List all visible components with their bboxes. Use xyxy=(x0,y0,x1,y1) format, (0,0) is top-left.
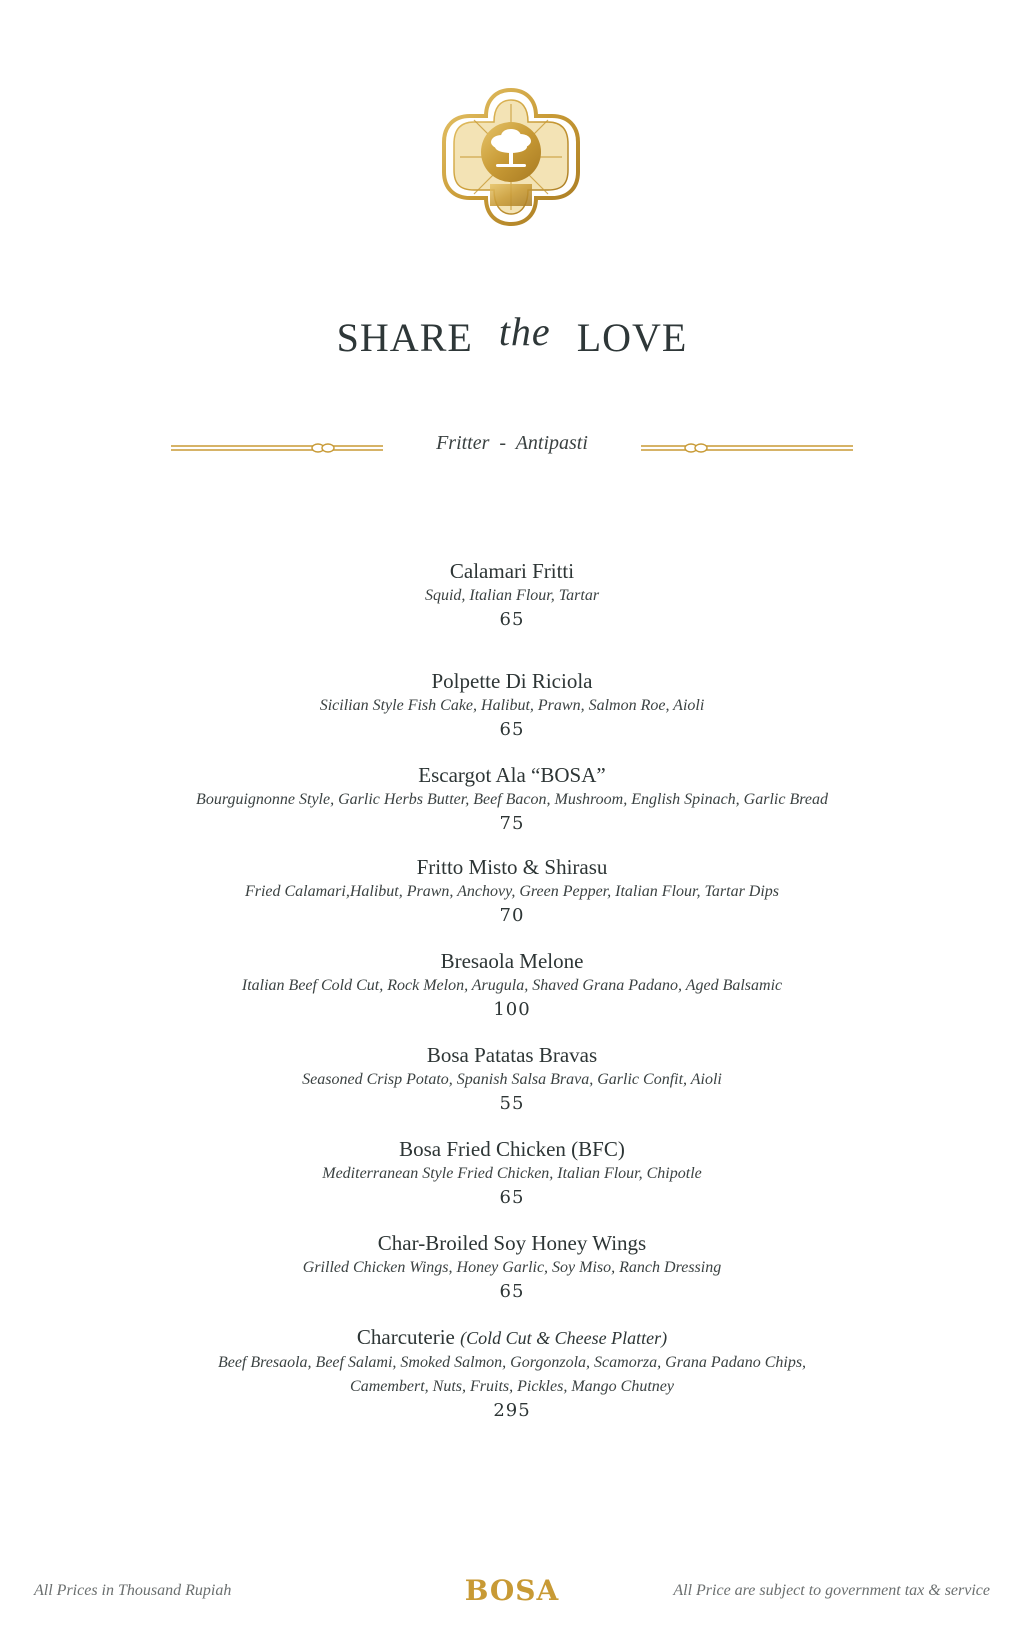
title-word-share: SHARE xyxy=(336,315,473,360)
item-description: Fried Calamari,Halibut, Prawn, Anchovy, Green Pepper, Italian Flour, Tartar Dips xyxy=(244,883,780,900)
menu-item xyxy=(0,948,1024,1022)
item-price: 70 xyxy=(499,905,525,926)
item-description: Italian Beef Cold Cut, Rock Melon, Arugula, Shaved Grana Padano, Aged Balsamic xyxy=(241,977,783,994)
section-label: Fritter - Antipasti xyxy=(436,432,588,454)
item-price: 100 xyxy=(493,999,531,1020)
menu-item xyxy=(0,668,1024,742)
footer-price-note: All Prices in Thousand Rupiah xyxy=(34,1582,232,1599)
footer-tax-note: All Price are subject to government tax & service xyxy=(673,1582,990,1599)
item-price: 295 xyxy=(493,1400,531,1421)
menu-items xyxy=(0,558,1024,1423)
item-price: 55 xyxy=(499,1093,525,1114)
section-header xyxy=(0,432,1024,462)
item-name-subtitle: (Cold Cut & Cheese Platter) xyxy=(460,1328,668,1348)
page-title xyxy=(0,309,1024,361)
item-price: 75 xyxy=(499,813,525,834)
item-name: Char-Broiled Soy Honey Wings xyxy=(377,1231,647,1255)
item-description: Bourguignonne Style, Garlic Herbs Butter, Beef Bacon, Mushroom, English Spinach, Garlic Bread xyxy=(196,791,828,808)
item-price: 65 xyxy=(499,1187,525,1208)
item-description: Sicilian Style Fish Cake, Halibut, Prawn, Salmon Roe, Aioli xyxy=(319,697,705,714)
menu-item xyxy=(0,1324,1024,1423)
item-price: 65 xyxy=(499,1281,525,1302)
item-description: Seasoned Crisp Potato, Spanish Salsa Brava, Garlic Confit, Aioli xyxy=(302,1071,722,1088)
item-name: Bosa Patatas Bravas xyxy=(426,1043,598,1067)
item-name: Escargot Ala “BOSA” xyxy=(418,763,606,787)
menu-item xyxy=(0,558,1024,632)
gold-rule-right xyxy=(641,442,853,454)
item-description: Squid, Italian Flour, Tartar xyxy=(424,587,600,604)
title-word-love: LOVE xyxy=(576,315,688,360)
item-name: Polpette Di Riciola xyxy=(431,669,593,693)
item-name: Bosa Fried Chicken (BFC) xyxy=(399,1137,625,1161)
item-description: Grilled Chicken Wings, Honey Garlic, Soy Miso, Ranch Dressing xyxy=(302,1259,722,1276)
item-name: Fritto Misto & Shirasu xyxy=(416,855,608,879)
item-price: 65 xyxy=(499,609,525,630)
menu-item xyxy=(0,854,1024,928)
brand-logo: BOSA xyxy=(464,1574,560,1607)
menu-item xyxy=(0,1042,1024,1116)
item-description: Mediterranean Style Fried Chicken, Italian Flour, Chipotle xyxy=(322,1165,702,1182)
item-price: 65 xyxy=(499,719,525,740)
item-name: Bresaola Melone xyxy=(440,949,584,973)
menu-item xyxy=(0,1230,1024,1304)
item-name: Charcuterie (Cold Cut & Cheese Platter) xyxy=(356,1325,668,1349)
item-description: Beef Bresaola, Beef Salami, Smoked Salmon, Gorgonzola, Scamorza, Grana Padano Chips, Camembert, Nuts, Fruits, Pickles, Mango Chutney xyxy=(217,1354,807,1395)
title-word-the: the xyxy=(498,309,551,354)
tree-emblem-icon xyxy=(440,86,582,228)
menu-item xyxy=(0,1136,1024,1210)
menu-item xyxy=(0,762,1024,836)
item-name: Calamari Fritti xyxy=(449,559,575,583)
